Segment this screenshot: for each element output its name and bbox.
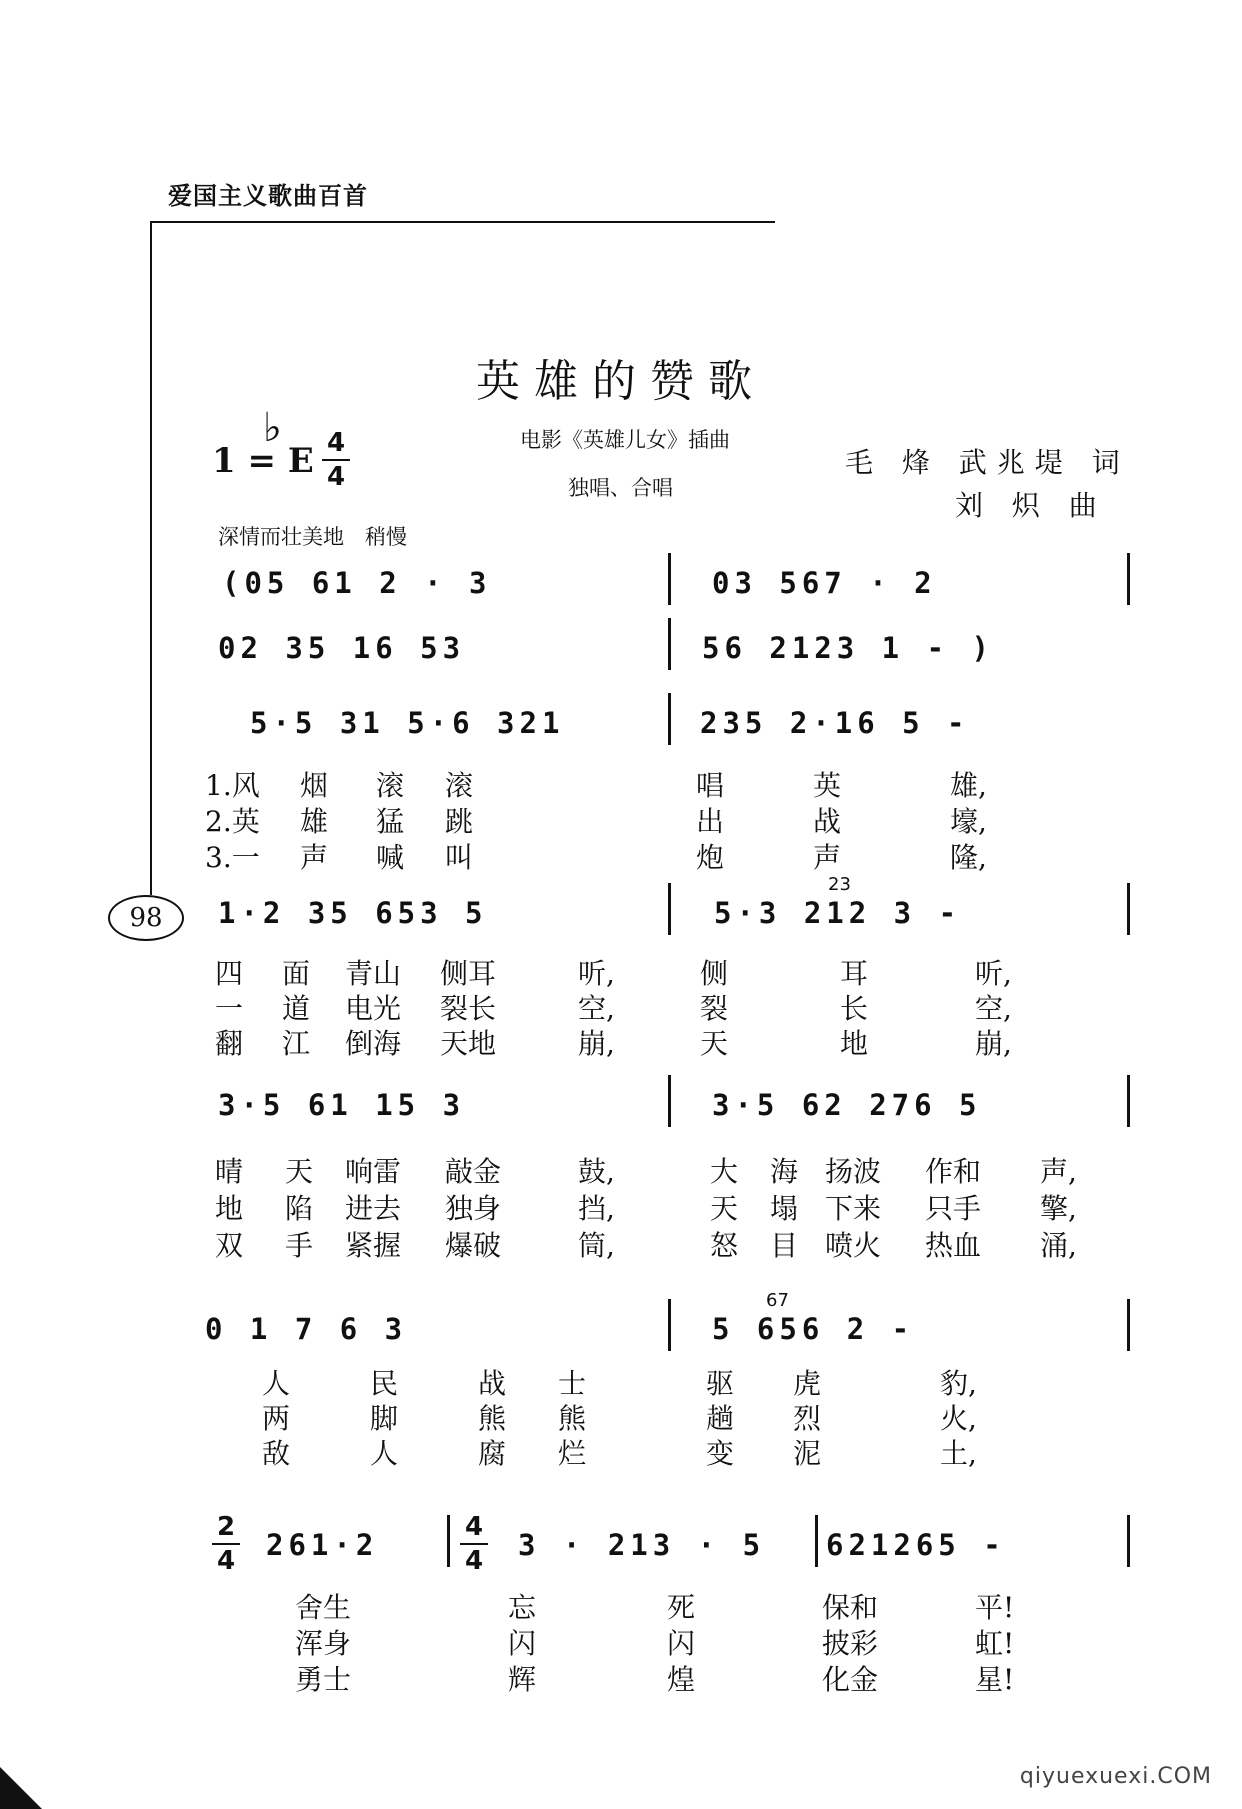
lyric-s6-v3-7: 土,	[940, 1437, 977, 1470]
grace-note: 67	[766, 1290, 789, 1311]
time-sig-top: 4	[464, 1512, 484, 1542]
header-rule	[150, 221, 775, 223]
lyric-s3-v2-1: 2.英	[205, 805, 260, 838]
lyric-s5-v3-3: 紧握	[345, 1229, 402, 1262]
barline	[668, 1299, 671, 1351]
lyric-s7-v2-4: 披彩	[822, 1627, 879, 1660]
lyric-s4-v2-4: 裂长	[440, 992, 497, 1025]
lyric-s6-v2-4: 熊	[558, 1402, 587, 1435]
lyric-s5-v2-2: 陷	[285, 1192, 314, 1225]
lyric-s5-v1-2: 天	[285, 1155, 314, 1188]
lyric-s3-v3-7: 隆,	[950, 841, 987, 874]
barline	[1127, 883, 1130, 935]
notes-s3-m1: 5·5 31 5·6 321	[250, 706, 565, 740]
lyric-s5-v3-4: 爆破	[445, 1229, 502, 1262]
lyric-s5-v2-7: 塌	[770, 1192, 799, 1225]
time-signature	[322, 428, 350, 492]
lyric-s5-v3-8: 喷火	[825, 1229, 882, 1262]
lyric-s6-v2-2: 脚	[370, 1402, 399, 1435]
lyric-s3-v3-1: 3.一	[205, 841, 260, 874]
lyric-s7-v1-3: 死	[667, 1591, 696, 1624]
lyric-s6-v1-7: 豹,	[940, 1367, 977, 1400]
lyric-s4-v1-2: 面	[282, 957, 311, 990]
barline	[815, 1515, 818, 1567]
lyric-s7-v3-2: 辉	[508, 1663, 537, 1696]
tempo-marking: 深情而壮美地 稍慢	[218, 525, 407, 549]
lyric-s3-v2-2: 雄	[300, 805, 329, 838]
lyric-s5-v3-9: 热血	[925, 1229, 982, 1262]
notes-s2-m1: 02 35 16 53	[218, 631, 466, 665]
time-signature-4-4	[460, 1512, 488, 1576]
book-title: 爱国主义歌曲百首	[168, 182, 368, 210]
notes-s7-m1: 261·2	[266, 1528, 379, 1562]
lyric-s5-v3-10: 涌,	[1040, 1229, 1077, 1262]
lyric-s7-v2-1: 浑身	[295, 1627, 352, 1660]
grace-note: 23	[828, 874, 851, 895]
lyric-s3-v1-2: 烟	[300, 769, 329, 802]
lyric-s7-v3-4: 化金	[822, 1663, 879, 1696]
lyric-s4-v2-1: 一	[215, 992, 244, 1025]
lyric-s5-v2-1: 地	[215, 1192, 244, 1225]
lyric-s5-v1-8: 扬波	[825, 1155, 882, 1188]
lyric-s3-v2-7: 壕,	[950, 805, 987, 838]
lyric-s6-v3-3: 腐	[478, 1437, 507, 1470]
lyric-s4-v3-5: 崩,	[578, 1027, 615, 1060]
lyric-s5-v3-7: 目	[770, 1229, 799, 1262]
lyric-s4-v3-6: 天	[700, 1027, 729, 1060]
time-sig-top: 4	[326, 428, 346, 458]
performance-note: 独唱、合唱	[568, 476, 673, 500]
barline	[1127, 1515, 1130, 1567]
lyric-s7-v2-2: 闪	[508, 1627, 537, 1660]
lyric-s4-v2-8: 空,	[975, 992, 1012, 1025]
lyric-s4-v1-1: 四	[215, 957, 244, 990]
lyric-s6-v1-2: 民	[370, 1367, 399, 1400]
lyric-s4-v2-3: 电光	[345, 992, 402, 1025]
lyric-s7-v1-1: 舍生	[295, 1591, 352, 1624]
lyric-s3-v1-1: 1.风	[205, 769, 260, 802]
lyric-s7-v3-5: 星!	[975, 1663, 1015, 1696]
lyric-s3-v3-6: 声	[813, 841, 842, 874]
lyric-s6-v2-1: 两	[262, 1402, 291, 1435]
lyric-s5-v2-6: 天	[710, 1192, 739, 1225]
lyric-s7-v2-5: 虹!	[975, 1627, 1015, 1660]
lyric-s4-v2-2: 道	[282, 992, 311, 1025]
lyric-s6-v1-6: 虎	[793, 1367, 822, 1400]
barline	[447, 1515, 450, 1567]
lyric-s3-v3-2: 声	[300, 841, 329, 874]
lyric-s3-v3-5: 炮	[696, 841, 725, 874]
lyric-s6-v2-6: 烈	[793, 1402, 822, 1435]
lyric-s5-v3-5: 筒,	[578, 1229, 615, 1262]
lyric-s3-v1-6: 英	[813, 769, 842, 802]
lyric-s3-v2-4: 跳	[445, 805, 474, 838]
song-title: 英雄的赞歌	[476, 356, 766, 407]
lyric-s6-v3-2: 人	[370, 1437, 399, 1470]
lyric-s5-v1-6: 大	[710, 1155, 739, 1188]
notes-s6-m2: 5 656 2 -	[712, 1312, 915, 1346]
lyric-s5-v3-2: 手	[285, 1229, 314, 1262]
time-sig-bottom: 4	[326, 462, 346, 492]
time-signature-2-4	[212, 1512, 240, 1576]
lyric-s6-v3-5: 变	[706, 1437, 735, 1470]
lyric-s4-v3-8: 崩,	[975, 1027, 1012, 1060]
time-sig-bottom: 4	[464, 1546, 484, 1576]
barline	[668, 883, 671, 935]
lyric-s3-v2-5: 出	[696, 805, 725, 838]
lyric-s4-v3-3: 倒海	[345, 1027, 402, 1060]
notes-s1-m2: 03 567 · 2	[712, 566, 937, 600]
lyric-s5-v1-9: 作和	[925, 1155, 982, 1188]
corner-mark	[0, 1767, 42, 1809]
barline	[1127, 1075, 1130, 1127]
lyric-s6-v1-5: 驱	[706, 1367, 735, 1400]
lyric-s4-v1-3: 青山	[345, 957, 402, 990]
lyric-s5-v2-5: 挡,	[578, 1192, 615, 1225]
lyric-s5-v1-5: 鼓,	[578, 1155, 615, 1188]
lyric-s7-v3-3: 煌	[667, 1663, 696, 1696]
notes-s5-m2: 3·5 62 276 5	[712, 1088, 982, 1122]
barline	[668, 618, 671, 670]
lyric-s3-v2-3: 猛	[376, 805, 405, 838]
lyric-s5-v2-3: 进去	[345, 1192, 402, 1225]
notes-s6-m1: 0 1 7 6 3	[205, 1312, 408, 1346]
notes-s7-m2: 3 · 213 · 5	[518, 1528, 766, 1562]
lyric-s3-v3-3: 喊	[376, 841, 405, 874]
lyric-s5-v3-6: 怒	[710, 1229, 739, 1262]
lyric-s3-v1-4: 滚	[445, 769, 474, 802]
lyric-s7-v1-5: 平!	[975, 1591, 1015, 1624]
lyric-s6-v2-5: 趟	[706, 1402, 735, 1435]
barline	[668, 553, 671, 605]
lyric-s5-v2-4: 独身	[445, 1192, 502, 1225]
lyric-s4-v1-6: 侧	[700, 957, 729, 990]
lyric-s3-v1-5: 唱	[696, 769, 725, 802]
time-sig-bottom: 4	[216, 1546, 236, 1576]
lyric-s4-v1-7: 耳	[840, 957, 869, 990]
lyric-s5-v1-3: 响雷	[345, 1155, 402, 1188]
lyric-s6-v3-6: 泥	[793, 1437, 822, 1470]
lyric-s4-v3-4: 天地	[440, 1027, 497, 1060]
lyric-s4-v3-2: 江	[282, 1027, 311, 1060]
lyric-s6-v3-1: 敌	[262, 1437, 291, 1470]
lyric-s4-v2-6: 裂	[700, 992, 729, 1025]
lyric-s4-v3-7: 地	[840, 1027, 869, 1060]
lyric-s6-v1-4: 士	[558, 1367, 587, 1400]
barline	[668, 1075, 671, 1127]
lyric-s7-v1-2: 忘	[508, 1591, 537, 1624]
subtitle: 电影《英雄儿女》插曲	[520, 428, 730, 452]
notes-s4-m2: 5·3 212 3 -	[714, 896, 962, 930]
lyric-s3-v3-4: 叫	[445, 841, 474, 874]
lyric-s4-v3-1: 翻	[215, 1027, 244, 1060]
lyric-s3-v1-3: 滚	[376, 769, 405, 802]
notes-s4-m1: 1·2 35 653 5	[218, 896, 488, 930]
lyric-s5-v2-8: 下来	[825, 1192, 882, 1225]
lyric-s7-v2-3: 闪	[667, 1627, 696, 1660]
lyric-s6-v1-3: 战	[478, 1367, 507, 1400]
notes-s1-m1: (05 61 2 · 3	[222, 566, 492, 600]
lyric-s6-v2-3: 熊	[478, 1402, 507, 1435]
watermark: qiyuexuexi.COM	[1019, 1764, 1212, 1789]
lyricist-credit: 毛 烽 武兆堤 词	[845, 446, 1130, 479]
flat-sign: ♭	[263, 405, 282, 451]
notes-s5-m1: 3·5 61 15 3	[218, 1088, 466, 1122]
notes-s2-m2: 56 2123 1 - )	[702, 631, 994, 665]
page-number: 98	[108, 895, 184, 941]
lyric-s4-v1-4: 侧耳	[440, 957, 497, 990]
barline	[668, 693, 671, 745]
margin-rule	[150, 221, 152, 895]
lyric-s5-v1-1: 晴	[215, 1155, 244, 1188]
notes-s3-m2: 235 2·16 5 -	[700, 706, 970, 740]
lyric-s3-v1-7: 雄,	[950, 769, 987, 802]
key-signature: 1 = E	[212, 441, 314, 481]
lyric-s6-v3-4: 烂	[558, 1437, 587, 1470]
lyric-s3-v2-6: 战	[813, 805, 842, 838]
notes-s7-m3: 621265 -	[826, 1528, 1006, 1562]
barline	[1127, 1299, 1130, 1351]
barline	[1127, 553, 1130, 605]
lyric-s5-v2-10: 擎,	[1040, 1192, 1077, 1225]
lyric-s7-v3-1: 勇士	[295, 1663, 352, 1696]
lyric-s5-v1-10: 声,	[1040, 1155, 1077, 1188]
lyric-s4-v2-7: 长	[840, 992, 869, 1025]
lyric-s6-v1-1: 人	[262, 1367, 291, 1400]
time-sig-top: 2	[216, 1512, 236, 1542]
lyric-s6-v2-7: 火,	[940, 1402, 977, 1435]
lyric-s5-v1-4: 敲金	[445, 1155, 502, 1188]
lyric-s5-v3-1: 双	[215, 1229, 244, 1262]
lyric-s7-v1-4: 保和	[822, 1591, 879, 1624]
lyric-s4-v2-5: 空,	[578, 992, 615, 1025]
lyric-s5-v2-9: 只手	[925, 1192, 982, 1225]
lyric-s5-v1-7: 海	[770, 1155, 799, 1188]
lyric-s4-v1-5: 听,	[578, 957, 615, 990]
composer-credit: 刘 炽 曲	[955, 489, 1107, 522]
lyric-s4-v1-8: 听,	[975, 957, 1012, 990]
